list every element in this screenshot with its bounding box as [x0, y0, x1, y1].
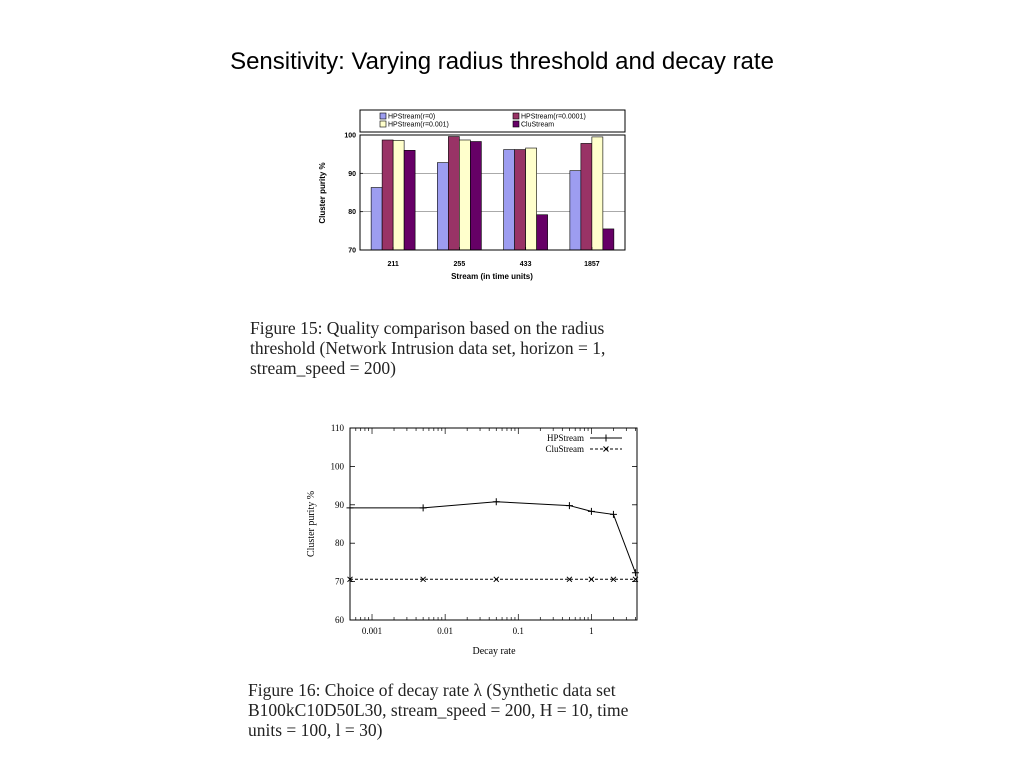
series-lines	[347, 498, 639, 582]
y-tick-label: 80	[335, 538, 344, 549]
figure-15-caption	[250, 318, 605, 378]
x-ticks	[350, 428, 635, 636]
y-tick-label: 60	[335, 615, 344, 625]
plus-marker	[493, 498, 500, 505]
x-tick-label: 1857	[584, 261, 600, 268]
x-tick-label: 0.001	[361, 626, 383, 636]
bar	[393, 140, 404, 250]
caption-line: Figure 15: Quality comparison based on the radius	[250, 318, 605, 338]
bars	[371, 137, 614, 250]
x-marker	[494, 577, 499, 582]
legend-item	[513, 113, 586, 121]
bar	[437, 163, 448, 250]
figure-16-caption	[248, 680, 628, 740]
y-axis-label: Cluster purity %	[306, 490, 317, 558]
legend-label: HPStream(r=0)	[388, 113, 436, 121]
bar	[459, 140, 470, 250]
y-tick-label: 110	[330, 423, 344, 433]
legend-item	[380, 113, 435, 121]
caption-line: units = 100, l = 30)	[248, 720, 383, 740]
legend-label: CluStream	[521, 121, 555, 129]
x-marker	[589, 577, 594, 582]
slide-title: Sensitivity: Varying radius threshold and decay rate	[230, 48, 774, 75]
bar	[570, 171, 581, 250]
legend-label: HPStream(r=0.001)	[388, 121, 449, 129]
plot-frame	[350, 428, 637, 620]
plus-marker	[588, 508, 595, 515]
plus-marker	[603, 435, 610, 442]
bar	[382, 140, 393, 250]
x-axis-label: Stream (in time units)	[451, 272, 533, 281]
caption-line: stream_speed = 200)	[250, 358, 396, 378]
x-axis-label: Decay rate	[472, 646, 516, 657]
plus-marker	[610, 511, 617, 518]
x-tick-label: 1	[589, 626, 594, 636]
bar	[526, 148, 537, 250]
legend-item	[546, 444, 623, 454]
x-tick-label: 0.1	[512, 626, 524, 636]
bar	[448, 137, 459, 250]
legend	[546, 433, 623, 454]
bar	[504, 150, 515, 250]
y-axis-label: Cluster purity %	[318, 162, 327, 224]
bar	[537, 215, 548, 250]
y-tick-label: 70	[335, 576, 344, 587]
x-tick-label: 433	[519, 261, 532, 268]
y-tick-label: 90	[335, 499, 344, 510]
x-tick-label: 211	[387, 261, 399, 268]
legend-item	[380, 121, 449, 129]
line-chart-decay-rate	[300, 420, 650, 660]
bar	[404, 150, 415, 250]
bar	[371, 188, 382, 250]
bar	[581, 143, 592, 250]
legend-label: CluStream	[545, 444, 584, 454]
y-tick-label: 90	[348, 170, 356, 178]
y-ticks	[331, 423, 638, 625]
y-tick-label: 70	[348, 247, 356, 255]
y-tick-label: 80	[348, 209, 356, 217]
plus-marker	[566, 502, 573, 509]
x-tick-label: 255	[453, 261, 466, 268]
caption-line: B100kC10D50L30, stream_speed = 200, H = 10, time	[248, 700, 629, 720]
bar	[470, 142, 481, 250]
plus-marker	[632, 569, 639, 576]
caption-line: Figure 16: Choice of decay rate λ (Synthetic data set	[248, 680, 616, 700]
bar-chart-radius-threshold	[310, 105, 650, 295]
bar	[515, 150, 526, 250]
bar	[592, 137, 603, 250]
caption-line: threshold (Network Intrusion data set, horizon = 1,	[250, 338, 606, 358]
legend-item	[547, 433, 622, 443]
bar	[603, 229, 614, 250]
legend-label: HPStream(r=0.0001)	[521, 113, 586, 121]
plus-marker	[347, 504, 354, 511]
y-tick-label: 100	[344, 132, 356, 140]
x-tick-label: 0.01	[437, 626, 454, 636]
y-tick-label: 100	[330, 461, 344, 472]
plus-marker	[420, 504, 427, 511]
series-line	[350, 502, 635, 573]
legend-label: HPStream	[547, 433, 584, 443]
